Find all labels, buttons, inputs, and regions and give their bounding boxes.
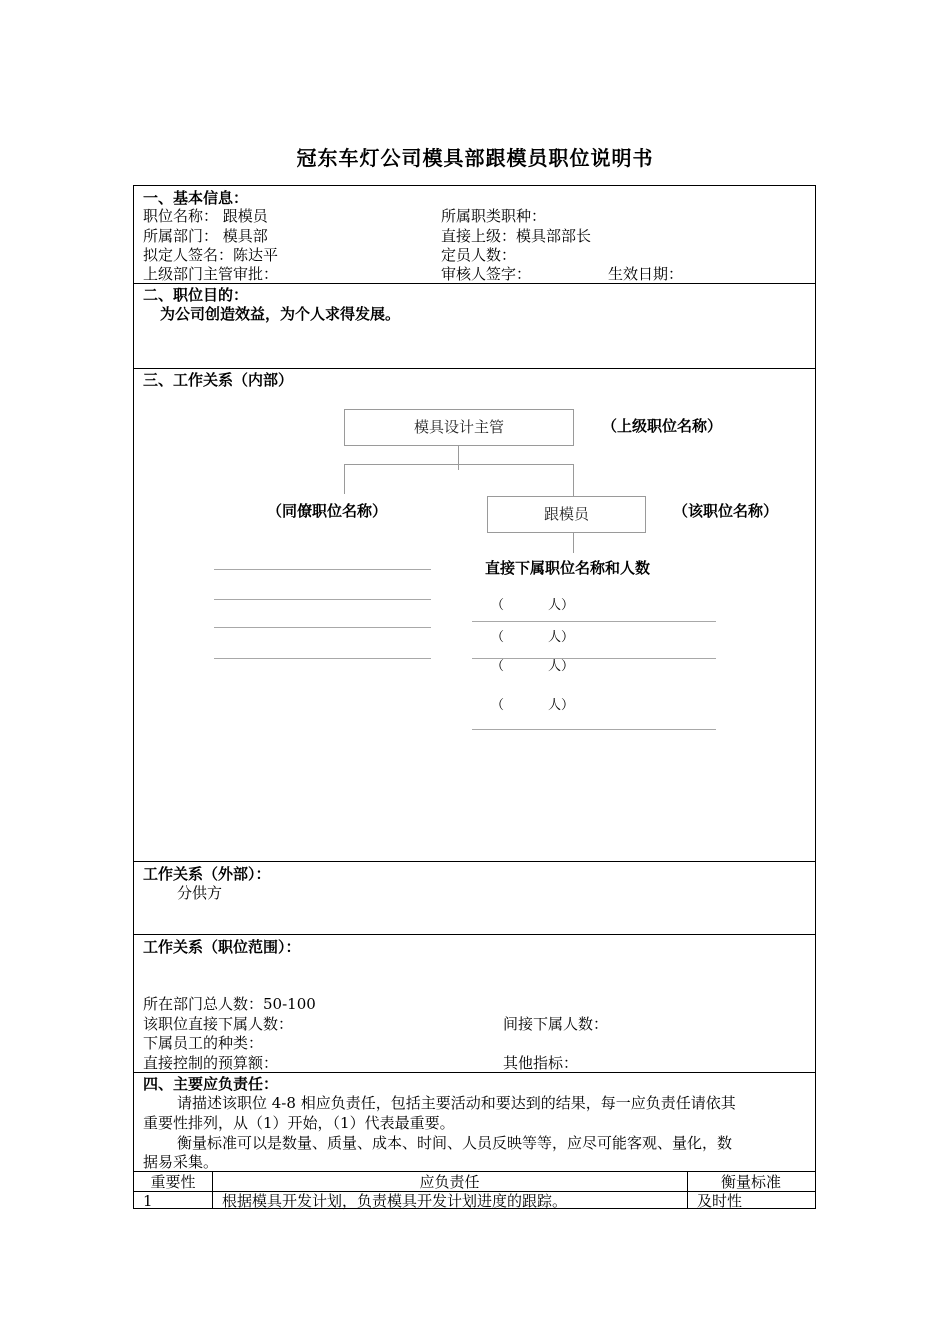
org-connector <box>344 464 574 465</box>
subordinate-blank-line <box>472 621 716 622</box>
divider <box>134 1171 815 1172</box>
basic-info-heading: 一、基本信息： <box>143 189 249 207</box>
divider <box>134 283 815 284</box>
duties-instruction: 据易采集。 <box>143 1153 219 1171</box>
peer-blank-line <box>214 569 431 570</box>
dept-approval-field: 上级部门主管审批： <box>143 265 279 283</box>
purpose-text: 为公司创造效益，为个人求得发展。 <box>160 305 401 323</box>
purpose-heading: 二、职位目的： <box>143 286 249 304</box>
org-connector <box>458 446 459 470</box>
dept-total-field: 所在部门总人数：50-100 <box>143 995 316 1013</box>
superior-position-label: （上级职位名称） <box>602 417 723 435</box>
subordinate-close: 人） <box>548 598 575 613</box>
subordinate-blank-line <box>472 729 716 730</box>
subordinate-open: （ <box>491 598 505 613</box>
budget-field: 直接控制的预算额： <box>143 1054 279 1072</box>
duties-instruction: 重要性排列，从（1）开始，（1）代表最重要。 <box>143 1114 455 1132</box>
scope-heading: 工作关系（职位范围）： <box>143 938 301 956</box>
subordinate-open: （ <box>491 659 505 674</box>
supervisor-field: 直接上级：模具部部长 <box>441 227 592 245</box>
divider <box>134 1072 815 1073</box>
department-field: 所属部门： 模具部 <box>143 227 268 245</box>
external-relations-text: 分供方 <box>177 884 223 902</box>
table-cell-measure: 及时性 <box>697 1192 743 1210</box>
table-cell-rank: 1 <box>143 1192 153 1210</box>
superior-position-box: 模具设计主管 <box>344 409 574 446</box>
peer-position-label: （同僚职位名称） <box>267 502 388 520</box>
peer-blank-line <box>214 599 431 600</box>
org-connector <box>573 533 574 553</box>
org-connector <box>344 464 345 494</box>
self-position-label: （该职位名称） <box>673 502 779 520</box>
org-connector <box>573 464 574 496</box>
peer-blank-line <box>214 627 431 628</box>
peer-blank-line <box>214 658 431 659</box>
other-metrics-field: 其他指标： <box>503 1054 579 1072</box>
subordinate-title: 直接下属职位名称和人数 <box>485 559 651 577</box>
divider <box>134 934 815 935</box>
subordinate-close: 人） <box>548 659 575 674</box>
direct-sub-field: 该职位直接下属人数： <box>143 1015 294 1033</box>
subordinate-close: 人） <box>548 698 575 713</box>
job-description-form <box>133 185 816 1209</box>
effective-date-field: 生效日期： <box>608 265 684 283</box>
subordinate-open: （ <box>491 630 505 645</box>
indirect-sub-field: 间接下属人数： <box>503 1015 609 1033</box>
self-position-box: 跟模员 <box>487 496 646 533</box>
job-category-field: 所属职类职种： <box>441 207 547 225</box>
sub-types-field: 下属员工的种类： <box>143 1034 264 1052</box>
document-title: 冠东车灯公司模具部跟模员职位说明书 <box>296 146 654 170</box>
subordinate-blank-line <box>472 658 716 659</box>
table-header-duty: 应负责任 <box>419 1173 480 1191</box>
duties-instruction: 请描述该职位 4-8 相应负责任，包括主要活动和要达到的结果，每一应负责任请依其 <box>177 1094 736 1112</box>
table-header-rank: 重要性 <box>150 1173 196 1191</box>
drafter-field: 拟定人签名：陈达平 <box>143 246 279 264</box>
position-name-field: 职位名称： 跟模员 <box>143 207 268 225</box>
subordinate-close: 人） <box>548 630 575 645</box>
internal-relations-heading: 三、工作关系（内部） <box>143 371 294 389</box>
divider <box>134 861 815 862</box>
duties-instruction: 衡量标准可以是数量、质量、成本、时间、人员反映等等，应尽可能客观、量化，数 <box>177 1134 733 1152</box>
divider <box>134 368 815 369</box>
duties-heading: 四、主要应负责任： <box>143 1075 279 1093</box>
table-cell-duty: 根据模具开发计划，负责模具开发计划进度的跟踪。 <box>222 1192 568 1210</box>
reviewer-field: 审核人签字： <box>441 265 532 283</box>
headcount-field: 定员人数： <box>441 246 517 264</box>
subordinate-open: （ <box>491 698 505 713</box>
table-header-measure: 衡量标准 <box>720 1173 781 1191</box>
external-relations-heading: 工作关系（外部）： <box>143 865 271 883</box>
